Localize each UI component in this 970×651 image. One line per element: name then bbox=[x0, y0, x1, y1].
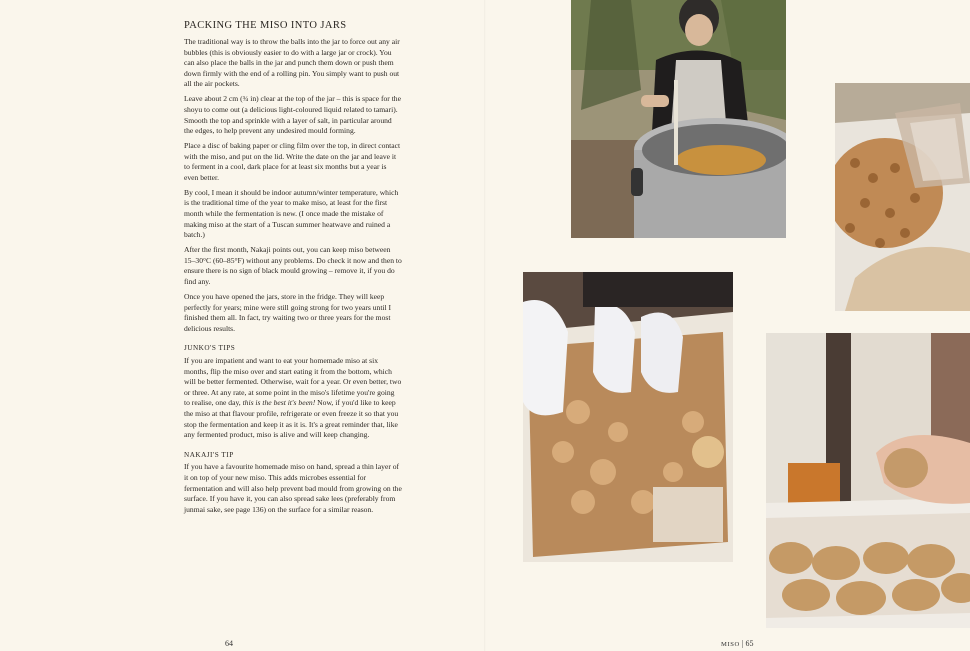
body-paragraph: After the first month, Nakaji points out, you can keep miso between 15–30°C (60–85°F) without any problems. Do check it now and then to ensure there is no sign of black mould growing – remove it, if you do find any. bbox=[184, 245, 402, 287]
right-page-folio bbox=[721, 639, 754, 648]
running-section-label: MISO bbox=[721, 641, 740, 648]
photo-soybeans-bowl bbox=[835, 83, 970, 311]
photo-woman-with-pot bbox=[571, 0, 786, 238]
junko-tips-heading: JUNKO'S TIPS bbox=[184, 344, 236, 353]
body-paragraph: By cool, I mean it should be indoor autumn/winter temperature, which is the traditional time of the year to make miso, at least for the first month while the fermentation is new. (I once made the mistake of making miso at the start of a Tuscan summer heatwave and ruined a batch.) bbox=[184, 187, 399, 240]
photo-hands-miso-balls bbox=[766, 333, 970, 628]
section-heading: PACKING THE MISO INTO JARS bbox=[184, 20, 347, 31]
nakaji-tip-heading: NAKAJI'S TIP bbox=[184, 450, 234, 459]
body-paragraph: Leave about 2 cm (¾ in) clear at the top of the jar – this is space for the shoyu to come out (a delicious light-coloured liquid related to tamari). Smooth the top and sprinkle with a layer of salt, in particular around the edges, to help prevent any undesired mould forming. bbox=[184, 94, 401, 136]
junko-tips-text-start: If you are impatient and want to eat your homemade miso at six months, flip the miso over and start eating it from the bottom, which will be better fermented. Otherwise, wait for a year. Or even better, two or three. At any rate, at some point in the miso's lifetime you're going to realise, one day, bbox=[184, 355, 402, 408]
junko-tips-text-end: Now, if you'd like to keep the miso at that flavour profile, refrigerate or even freeze it so that you stop the fermentation and keep it as it is. It's a great reminder that, like any fermented product, miso is alive and will keep changing. bbox=[184, 398, 399, 440]
nakaji-tip-text: If you have a favourite homemade miso on hand, spread a thin layer of it on top of your new miso. This adds microbes essential for fermentation and will also help prevent bad mould from growing on the surface. If you have it, you can also spread sake lees (preferably from junmai sake, see page 136) on the surface for a similar reason. bbox=[184, 462, 402, 514]
body-paragraph: The traditional way is to throw the balls into the jar to force out any air bubbles (this is obviously easier to do with a large jar or crock). You can also place the balls in the jar and punch them down or push them down firmly with the end of a rolling pin. You simply want to push out all the air pockets. bbox=[184, 37, 400, 89]
body-paragraph: Place a disc of baking paper or cling film over the top, in direct contact with the miso, and put on the lid. Write the date on the jar and leave it to ferment in a cool, dark place for at least six months but a year is even better. bbox=[184, 141, 401, 182]
right-page-number: 65 bbox=[745, 639, 754, 648]
photo-gloved-hands-mixing bbox=[523, 272, 733, 562]
folio-separator: | bbox=[741, 639, 744, 648]
junko-tips-text bbox=[184, 356, 402, 441]
junko-tips-italic-quote: this is the best it's been! bbox=[242, 398, 316, 408]
page-gutter bbox=[484, 0, 486, 651]
body-paragraph: Once you have opened the jars, store in the fridge. They will keep perfectly for years; mine were still going strong for two years until I finished them all. In fact, try waiting two or three years for the most delicious results. bbox=[184, 292, 392, 333]
left-page-text-column bbox=[184, 20, 402, 520]
left-page-number: 64 bbox=[225, 639, 233, 648]
